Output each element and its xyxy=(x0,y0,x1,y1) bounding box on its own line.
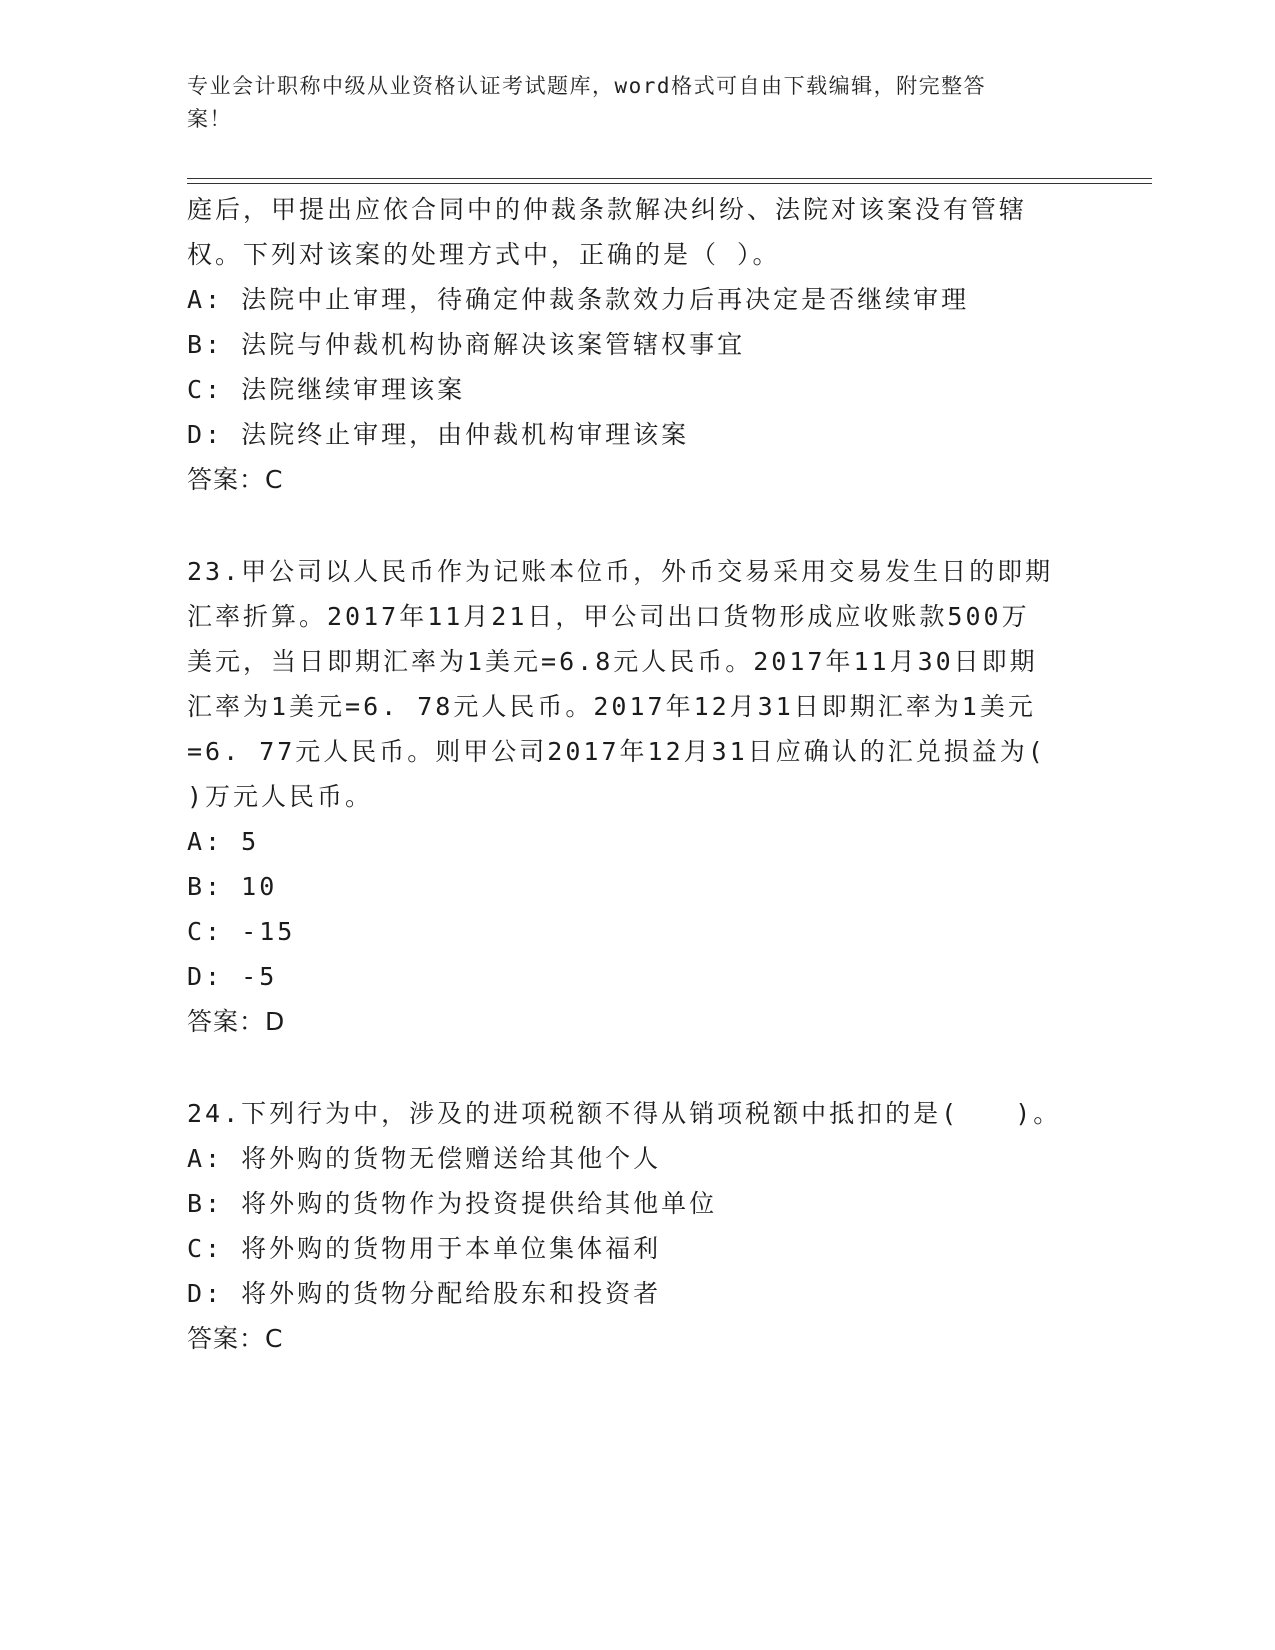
question-stem-line: 23.甲公司以人民币作为记账本位币，外币交易采用交易发生日的即期 xyxy=(187,557,1054,586)
option-c: C: -15 xyxy=(187,917,296,946)
question-stem-line: 24.下列行为中，涉及的进项税额不得从销项税额中抵扣的是( )。 xyxy=(187,1099,1062,1128)
header-divider-top xyxy=(187,178,1152,179)
question-stem-line: 庭后，甲提出应依合同中的仲裁条款解决纠纷、法院对该案没有管辖 xyxy=(187,195,1028,224)
option-c: C: 将外购的货物用于本单位集体福利 xyxy=(187,1234,662,1263)
question-22 xyxy=(187,187,1087,502)
question-stem-line: 权。下列对该案的处理方式中，正确的是（ ）。 xyxy=(187,240,781,269)
option-d: D: 法院终止审理，由仲裁机构审理该案 xyxy=(187,420,690,449)
question-23 xyxy=(187,549,1087,1044)
option-b: B: 法院与仲裁机构协商解决该案管辖权事宜 xyxy=(187,330,746,359)
question-spacer xyxy=(187,1044,1087,1091)
option-c: C: 法院继续审理该案 xyxy=(187,375,466,404)
answer-line: 答案：C xyxy=(187,1324,284,1353)
question-stem-line: =6. 77元人民币。则甲公司2017年12月31日应确认的汇兑损益为( xyxy=(187,737,1046,766)
option-b: B: 将外购的货物作为投资提供给其他单位 xyxy=(187,1189,718,1218)
question-stem-line: )万元人民币。 xyxy=(187,782,374,811)
header-divider-bottom xyxy=(187,183,1152,184)
document-body xyxy=(187,187,1087,1361)
question-stem-line: 汇率折算。2017年11月21日，甲公司出口货物形成应收账款500万 xyxy=(187,602,1030,631)
question-24 xyxy=(187,1091,1087,1361)
option-a: A: 将外购的货物无偿赠送给其他个人 xyxy=(187,1144,662,1173)
header-line-1: 专业会计职称中级从业资格认证考试题库，word格式可自由下载编辑，附完整答 xyxy=(187,74,987,98)
header-line-2: 案！ xyxy=(187,107,232,131)
option-a: A: 法院中止审理，待确定仲裁条款效力后再决定是否继续审理 xyxy=(187,285,970,314)
page-header xyxy=(187,70,1067,136)
option-a: A: 5 xyxy=(187,827,260,856)
question-stem-line: 美元，当日即期汇率为1美元=6.8元人民币。2017年11月30日即期 xyxy=(187,647,1038,676)
option-d: D: -5 xyxy=(187,962,278,991)
answer-line: 答案：C xyxy=(187,465,284,494)
question-stem-line: 汇率为1美元=6. 78元人民币。2017年12月31日即期汇率为1美元 xyxy=(187,692,1036,721)
question-spacer xyxy=(187,502,1087,549)
option-d: D: 将外购的货物分配给股东和投资者 xyxy=(187,1279,662,1308)
answer-line: 答案：D xyxy=(187,1007,286,1036)
option-b: B: 10 xyxy=(187,872,278,901)
